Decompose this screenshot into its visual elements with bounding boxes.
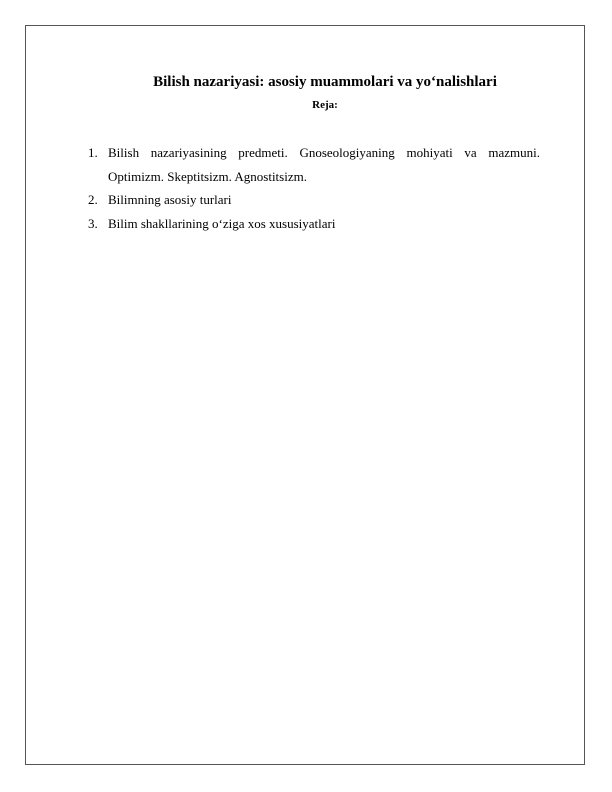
plan-item-text: Bilimning asosiy turlari: [108, 192, 232, 207]
page-border: [25, 25, 585, 765]
plan-item-2: [88, 188, 540, 212]
plan-item-number: 1.: [88, 145, 98, 160]
plan-item-3: [88, 212, 540, 236]
plan-item-number: 2.: [88, 192, 98, 207]
plan-heading: Reja:: [312, 99, 338, 111]
plan-list: [88, 141, 540, 235]
plan-item-text: Bilim shakllarining o‘ziga xos xususiyatlari: [108, 215, 336, 231]
plan-item-1: [88, 141, 540, 188]
plan-item-text: Bilish nazariyasining predmeti. Gnoseologiyaning mohiyati va mazmuni. Optimizm. Skeptitsizm. Agnostitsizm.: [108, 145, 540, 184]
document-title: Bilish nazariyasi: asosiy muammolari va yo‘nalishlari: [153, 74, 497, 90]
plan-item-number: 3.: [88, 215, 98, 231]
